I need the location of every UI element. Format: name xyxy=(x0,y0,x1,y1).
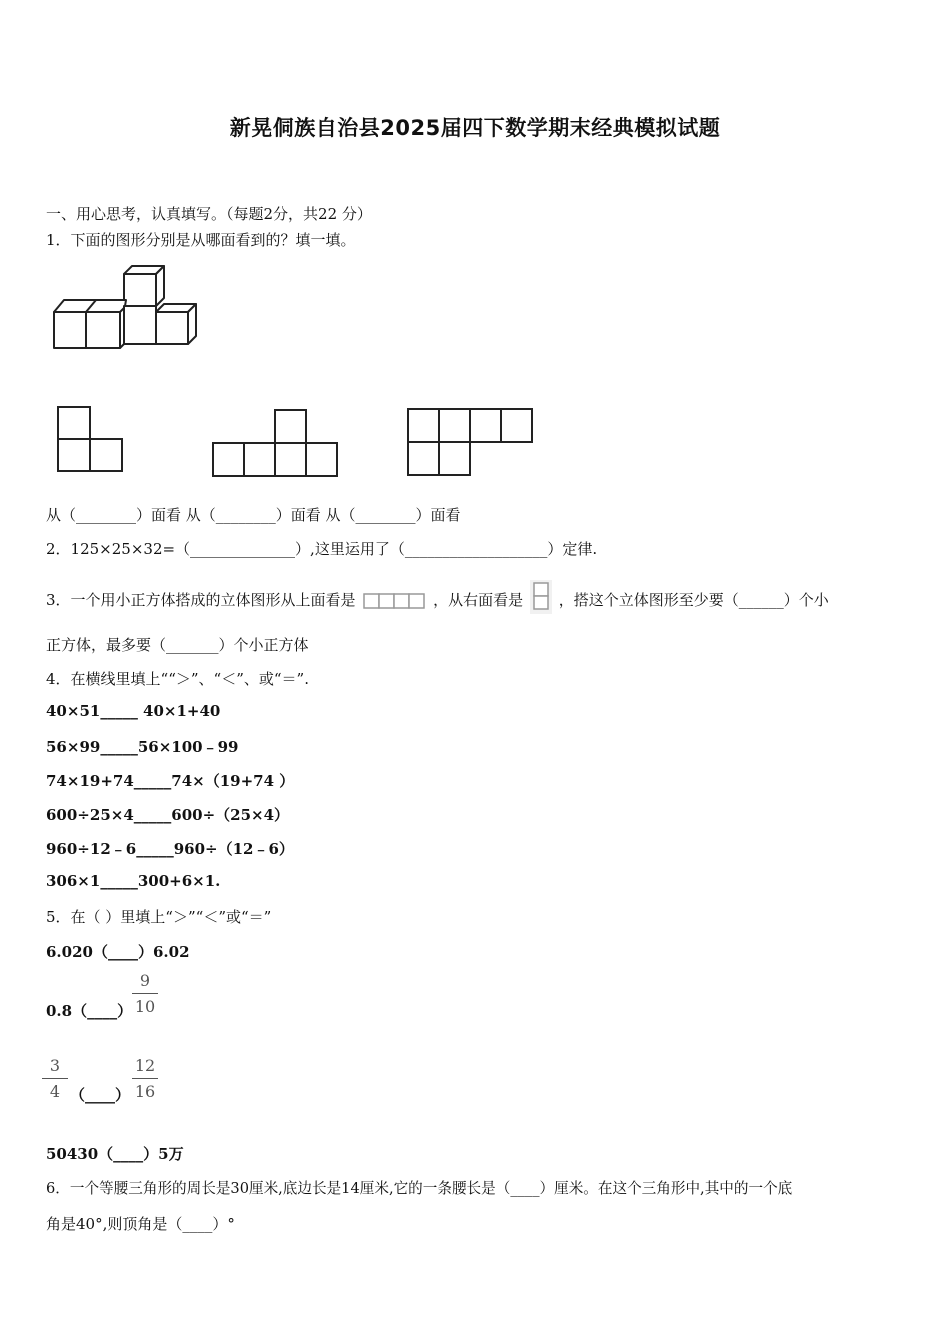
question-4-item-5: 960÷12﹣6_____960÷（12﹣6） xyxy=(46,840,294,858)
fraction-numerator: 9 xyxy=(139,971,151,990)
cube-top-side xyxy=(156,266,164,306)
view-figure-3 xyxy=(406,407,536,477)
question-6-line-2: 角是40°,则顶角是（____）° xyxy=(46,1215,235,1233)
question-1-text: 1．下面的图形分别是从哪面看到的？填一填。 xyxy=(46,231,356,249)
question-6-line-1: 6．一个等腰三角形的周长是30厘米,底边长是14厘米,它的一条腰长是（____）厘米。在这个三角形中,其中的一个底 xyxy=(46,1180,793,1197)
cube-bottom-1 xyxy=(54,312,86,348)
question-4-item-4: 600÷25×4_____600÷（25×4） xyxy=(46,806,290,824)
question-4-item-1: 40×51_____ 40×1+40 xyxy=(46,702,221,720)
question-2-text: 2．125×25×32=（______________）,这里运用了（___________________）定律. xyxy=(46,540,598,558)
question-3-line-1 xyxy=(46,584,829,618)
cube-right-side xyxy=(188,304,196,344)
fraction-bar xyxy=(132,993,158,994)
section-heading: 一、用心思考，认真填写。（每题2分，共22 分） xyxy=(46,205,372,223)
question-3-line-2: 正方体，最多要（_______）个小正方体 xyxy=(46,636,309,654)
question-5-item-4: 50430（____）5万 xyxy=(46,1145,184,1163)
top-view-icon xyxy=(362,592,426,610)
fraction-bar xyxy=(42,1078,68,1079)
fraction-9-10 xyxy=(132,971,158,1017)
question-4-item-6: 306×1_____300+6×1. xyxy=(46,872,221,890)
question-5-item-2-left: 0.8（____） xyxy=(46,1002,133,1020)
cube-bottom-4 xyxy=(156,312,188,344)
question-5-item-1: 6.020（____）6.02 xyxy=(46,943,190,961)
cube-bottom-3 xyxy=(124,306,156,344)
view-figure-1 xyxy=(56,405,126,475)
page-title: 新晃侗族自治县2025届四下数学期末经典模拟试题 xyxy=(229,116,721,140)
view-figure-2 xyxy=(211,408,341,480)
fraction-3-4 xyxy=(42,1056,68,1102)
question-3-part-3: ，搭这个立体图形至少要（______）个小 xyxy=(558,591,829,609)
fraction-numerator: 3 xyxy=(49,1056,61,1075)
question-4-text: 4．在横线里填上““＞”、“＜”、或“＝”. xyxy=(46,670,309,688)
cube-top-front xyxy=(124,274,156,306)
question-3-part-2: ，从右面看是 xyxy=(433,591,524,609)
fraction-denominator: 10 xyxy=(134,997,156,1016)
fraction-12-16 xyxy=(132,1056,158,1102)
question-1-answer-line: 从（________）面看 从（________）面看 从（________）面看 xyxy=(46,506,461,524)
question-5-item-3-mid: （____） xyxy=(70,1086,131,1104)
fraction-denominator: 16 xyxy=(134,1082,156,1101)
question-4-item-2: 56×99_____56×100﹣99 xyxy=(46,738,239,756)
question-3-part-1: 3．一个用小正方体搭成的立体图形从上面看是 xyxy=(46,591,356,609)
question-4-item-3: 74×19+74_____74×（19+74 ） xyxy=(46,772,295,790)
right-view-icon xyxy=(530,580,552,614)
fraction-numerator: 12 xyxy=(134,1056,156,1075)
fraction-denominator: 4 xyxy=(49,1082,61,1101)
cube-stack-figure xyxy=(50,262,210,362)
question-5-text: 5．在（ ）里填上“＞”“＜”或“＝” xyxy=(46,908,272,926)
fraction-bar xyxy=(132,1078,158,1079)
cube-bottom-2 xyxy=(86,312,120,348)
